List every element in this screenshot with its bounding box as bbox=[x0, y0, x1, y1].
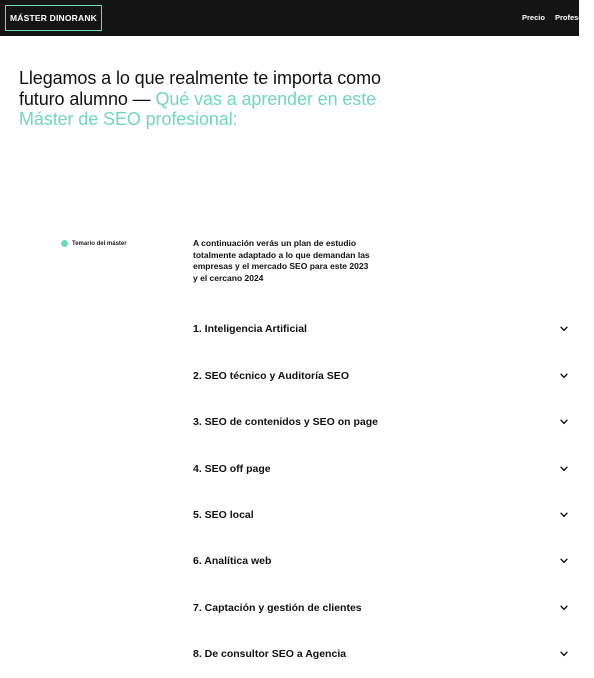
accordion-item-title: 6. Analítica web bbox=[193, 555, 272, 567]
section-tag bbox=[61, 240, 127, 247]
accordion-item[interactable] bbox=[193, 459, 569, 479]
section-tag-label: Temario del máster bbox=[72, 240, 127, 247]
logo-link[interactable]: MÁSTER DINORANK bbox=[5, 5, 102, 31]
hero-heading-plain: Llegamos a lo que realmente te importa como futuro alumno — bbox=[19, 68, 381, 109]
accordion-item-title: 1. Inteligencia Artificial bbox=[193, 323, 307, 335]
accordion-item[interactable] bbox=[193, 412, 569, 432]
accordion-item-title: 4. SEO off page bbox=[193, 463, 271, 475]
chevron-down-icon[interactable] bbox=[559, 556, 569, 566]
accordion-item[interactable] bbox=[193, 551, 569, 571]
accordion-item-title: 5. SEO local bbox=[193, 509, 254, 521]
chevron-down-icon[interactable] bbox=[559, 603, 569, 613]
chevron-down-icon[interactable] bbox=[559, 371, 569, 381]
hero-heading bbox=[19, 68, 399, 130]
chevron-down-icon[interactable] bbox=[559, 417, 569, 427]
accordion-item[interactable] bbox=[193, 644, 569, 664]
hero-heading-accent: Qué vas a aprender en este Máster de SEO profesional: bbox=[19, 88, 377, 129]
chevron-down-icon[interactable] bbox=[559, 649, 569, 659]
chevron-down-icon[interactable] bbox=[559, 324, 569, 334]
top-navigation-bar bbox=[0, 0, 594, 36]
accordion-item[interactable] bbox=[193, 366, 569, 386]
chevron-down-icon[interactable] bbox=[559, 464, 569, 474]
syllabus-intro-text: A continuación verás un plan de estudio totalmente adaptado a lo que demandan las empresas y el mercado SEO para este 2023 y el cercano 2024 bbox=[193, 238, 370, 283]
dot-icon bbox=[61, 240, 68, 247]
accordion-item[interactable] bbox=[193, 505, 569, 525]
chevron-down-icon[interactable] bbox=[559, 510, 569, 520]
nav-link-profesores[interactable]: Profesores bbox=[555, 13, 594, 22]
accordion-item-title: 8. De consultor SEO a Agencia bbox=[193, 648, 347, 660]
accordion-item-title: 7. Captación y gestión de clientes bbox=[193, 602, 362, 614]
nav-link-precio[interactable]: Precio bbox=[522, 13, 545, 22]
accordion-item-title: 2. SEO técnico y Auditoría SEO bbox=[193, 370, 349, 382]
accordion-item[interactable] bbox=[193, 598, 569, 618]
accordion-item[interactable] bbox=[193, 319, 569, 339]
accordion-item-title: 3. SEO de contenidos y SEO on page bbox=[193, 416, 378, 428]
